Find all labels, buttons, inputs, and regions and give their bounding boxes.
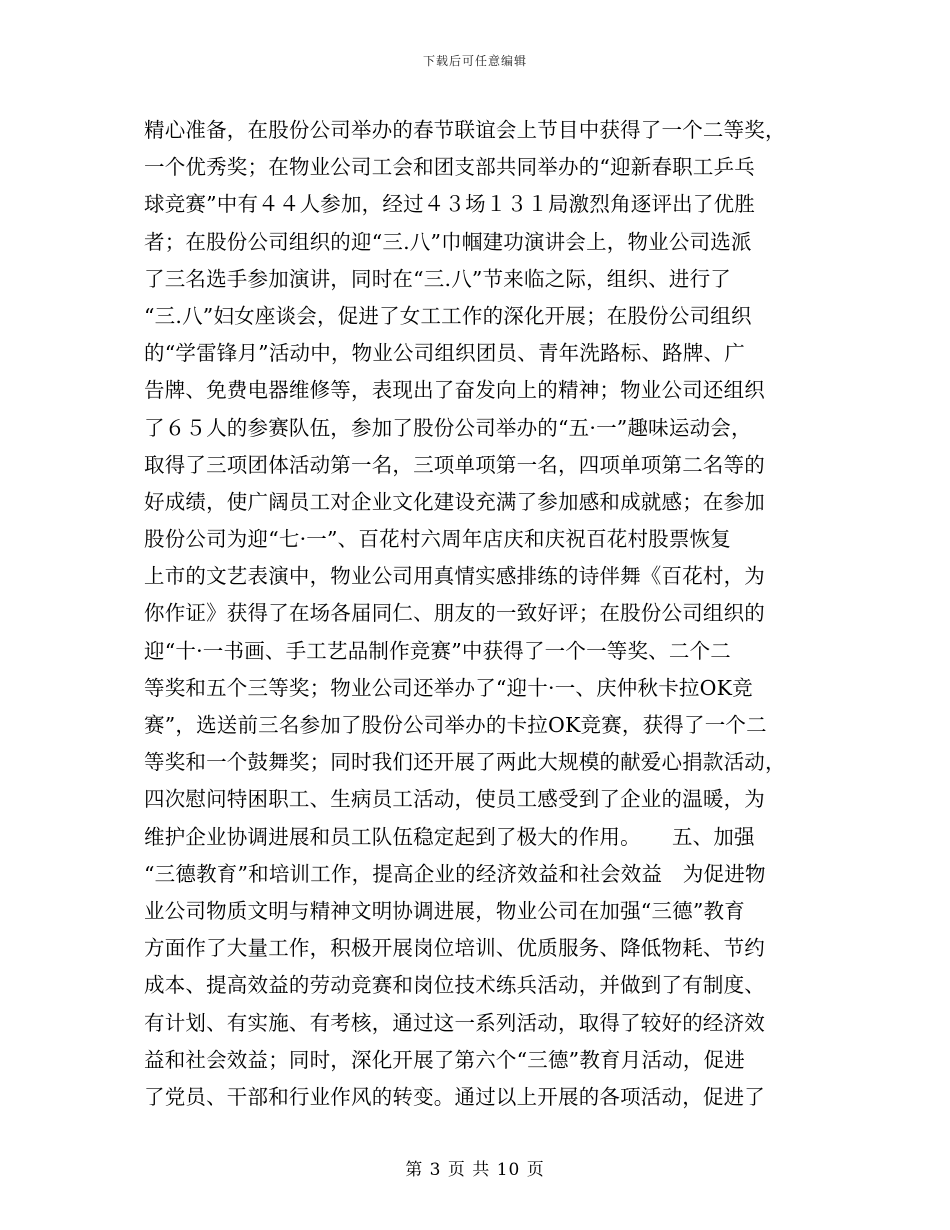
body-line: 的“学雷锋月”活动中，物业公司组织团员、青年洗路标、路牌、广: [144, 341, 745, 366]
body-line: 迎“十·一书画、手工艺品制作竞赛”中获得了一个一等奖、二个二: [144, 638, 731, 663]
body-line: 你作证》获得了在场各届同仁、朋友的一致好评；在股份公司组织的: [144, 601, 765, 626]
body-line: 业公司物质文明与精神文明协调进展，物业公司在加强“三德”教育: [144, 898, 745, 923]
body-line: 上市的文艺表演中，物业公司用真情实感排练的诗伴舞《百花村，为: [144, 564, 765, 589]
body-line: 好成绩，使广阔员工对企业文化建设充满了参加感和成就感；在参加: [144, 489, 765, 514]
body-line: 等奖和五个三等奖；物业公司还举办了“迎十·一、庆仲秋卡拉OK竞: [144, 675, 753, 700]
page-number-footer: 第 3 页 共 10 页: [405, 1160, 545, 1180]
document-body: [144, 112, 806, 1116]
body-line: 维护企业协调进展和员工队伍稳定起到了极大的作用。 五、加强: [144, 824, 755, 849]
body-line: 精心准备，在股份公司举办的春节联谊会上节目中获得了一个二等奖，: [144, 118, 786, 142]
body-line: 方面作了大量工作，积极开展岗位培训、优质服务、降低物耗、节约: [144, 936, 765, 961]
body-line: 等奖和一个鼓舞奖；同时我们还开展了两此大规模的献爱心捐款活动，: [144, 750, 786, 775]
body-line: 告牌、免费电器维修等，表现出了奋发向上的精神；物业公司还组织: [144, 378, 765, 403]
body-line: 有计划、有实施、有考核，通过这一系列活动，取得了较好的经济效: [144, 1010, 765, 1035]
body-line: 股份公司为迎“七·一”、百花村六周年店庆和庆祝百花村股票恢复: [144, 527, 731, 552]
body-line: 球竞赛”中有４４人参加，经过４３场１３１局激烈角逐评出了优胜: [144, 192, 755, 217]
body-line: 成本、提高效益的劳动竞赛和岗位技术练兵活动，并做到了有制度、: [144, 973, 765, 998]
body-line: “三.八”妇女座谈会，促进了女工工作的深化开展；在股份公司组织: [144, 303, 752, 328]
body-line: 一个优秀奖；在物业公司工会和团支部共同举办的“迎新春职工乒乓: [144, 155, 755, 180]
body-line: 者；在股份公司组织的迎“三.八”巾帼建功演讲会上，物业公司选派: [144, 229, 752, 254]
body-line: 了三名选手参加演讲，同时在“三.八”节来临之际，组织、进行了: [144, 266, 731, 291]
body-line: 取得了三项团体活动第一名，三项单项第一名，四项单项第二名等的: [144, 452, 765, 477]
body-line: 了党员、干部和行业作风的转变。通过以上开展的各项活动，促进了: [144, 1084, 765, 1109]
body-line: 益和社会效益；同时，深化开展了第六个“三德”教育月活动，促进: [144, 1047, 745, 1072]
body-line: 了６５人的参赛队伍，参加了股份公司举办的“五·一”趣味运动会，: [144, 415, 752, 440]
body-line: 赛”，选送前三名参加了股份公司举办的卡拉OK竞赛，获得了一个二: [144, 713, 767, 737]
page-header-note: 下载后可任意编辑: [422, 54, 527, 68]
body-line: “三德教育”和培训工作，提高企业的经济效益和社会效益 为促进物: [144, 861, 766, 886]
body-line: 四次慰问特困职工、生病员工活动，使员工感受到了企业的温暖，为: [144, 787, 765, 812]
